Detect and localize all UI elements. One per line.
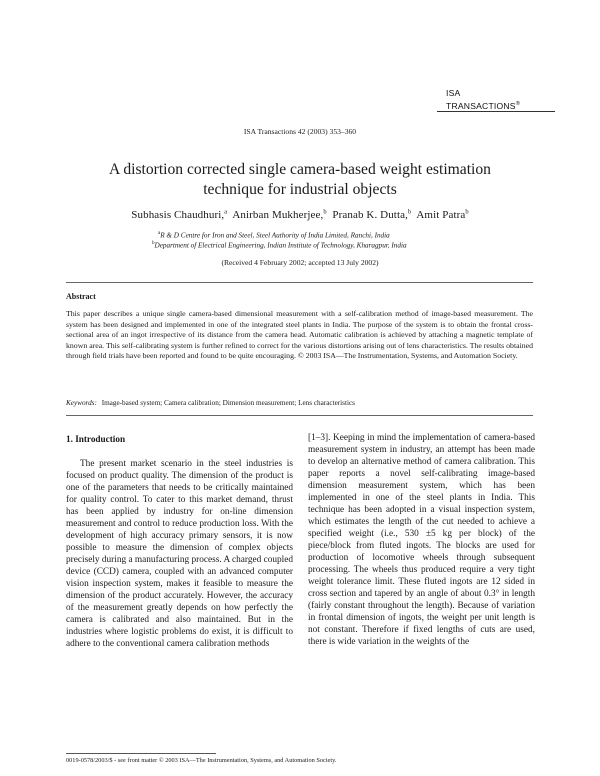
received-dates: (Received 4 February 2002; accepted 13 July 2002) <box>221 258 379 267</box>
footer-rule <box>66 753 216 754</box>
author-2: Anirban Mukherjee,$^b$ <box>232 208 327 221</box>
keywords <box>66 399 533 407</box>
author-1: Subhasis Chaudhuri,$^a$ <box>131 208 228 221</box>
abstract-heading: Abstract <box>66 292 96 301</box>
body-column-left: The present market scenario in the steel industries is focused on product quality. The dimension of the product is one of the parameters that needs to be critically maintained for quality control. To cater to this market demand, thrust has been applied by industry for on-line dimension measurement and control to reduce production loss. With the development of high accuracy primary sensors, it is now possible to measure the dimension of complex objects precisely during a manufacturing process. A charged coupled device (CCD) camera, coupled with an advanced computer vision inspection system, makes it feasible to measure the dimension of the product accurately. However, the accuracy of the measurement greatly depends on how perfectly the camera is calibrated and also maintained. But in the industries where logistic problems do exist, it is difficult to adhere to the conventional camera calibration methods <box>66 459 294 649</box>
abstract-text: This paper describes a unique single camera-based dimensional measurement with a self-calibration method of image-based measurement. The system has been designed and implemented in one of the integrated steel plants in India. The purpose of the system is to obtain the frontal cross-sectional area of an ingot irrespective of its distance from the camera head. Automatic calibration is achieved by attaching a magnetic template of known area. This self-calibrating system is further refined to correct for the various distortions arising out of lens characteristics. The results obtained through field trials have been reported and found to be quite encouraging. © 2003 ISA—The Instrumentation, Systems, and Automation Society. <box>66 309 533 360</box>
keywords-label: Keywords: <box>66 399 97 407</box>
author-4: Amit Patra$^b$ <box>416 208 469 221</box>
journal-logo <box>446 88 520 111</box>
journal-logo-line2: TRANSACTIONS <box>446 100 516 111</box>
body-column-right: [1–3]. Keeping in mind the implementation of camera-based measurement system in industry, an attempt has been made to develop an alternative method of camera calibration. This paper reports a novel self-calibrating image-based dimension measurement system, which has been implemented in one of the steel plants in India. This technique has been adopted in a visual inspection system, which estimates the length of the cut needed to achieve a specified weight (i.e., 530 ±5 kg per block) of the piece/block from fluted ingots. The blocks are used for production of locomotive wheels through subsequent processing. The wheels thus produced require a very tight weight tolerance limit. These fluted ingots are 12 sided in cross section and tapered by an angle of about 0.3° in length (fairly constant throughout the length). Because of variation in frontal dimension of ingots, the weight per unit length is not constant. Therefore if fixed lengths of cuts are used, there is wide variation in the weights of the <box>308 433 535 647</box>
author-3: Pranab K. Dutta,$^b$ <box>332 208 412 221</box>
abstract-bottom-rule <box>66 415 533 416</box>
abstract-top-rule <box>66 282 533 283</box>
journal-reference: ISA Transactions 42 (2003) 353–360 <box>243 127 357 136</box>
author-list <box>20 208 580 221</box>
paper-title <box>40 160 560 199</box>
journal-logo-line1: ISA <box>446 88 461 98</box>
footer-note: 0019-0578/2003/$ - see front matter © 2003 ISA—The Instrumentation, Systems, and Automation Society. <box>66 757 337 764</box>
logo-rule <box>437 111 555 112</box>
keywords-list: Image-based system; Camera calibration; Dimension measurement; Lens characteristics <box>101 399 355 407</box>
affiliation-b: $^b$Department of Electrical Engineering, Indian Institute of Technology, Kharagpur, India <box>152 241 407 250</box>
title-line-1: A distortion corrected single camera-based weight estimation <box>109 161 491 178</box>
section-heading: 1. Introduction <box>66 434 126 444</box>
affiliation-a: $^a$R & D Centre for Iron and Steel, Steel Authority of India Limited, Ranchi, India <box>158 231 390 240</box>
title-line-2: technique for industrial objects <box>203 180 397 198</box>
registered-mark: ® <box>515 100 520 107</box>
